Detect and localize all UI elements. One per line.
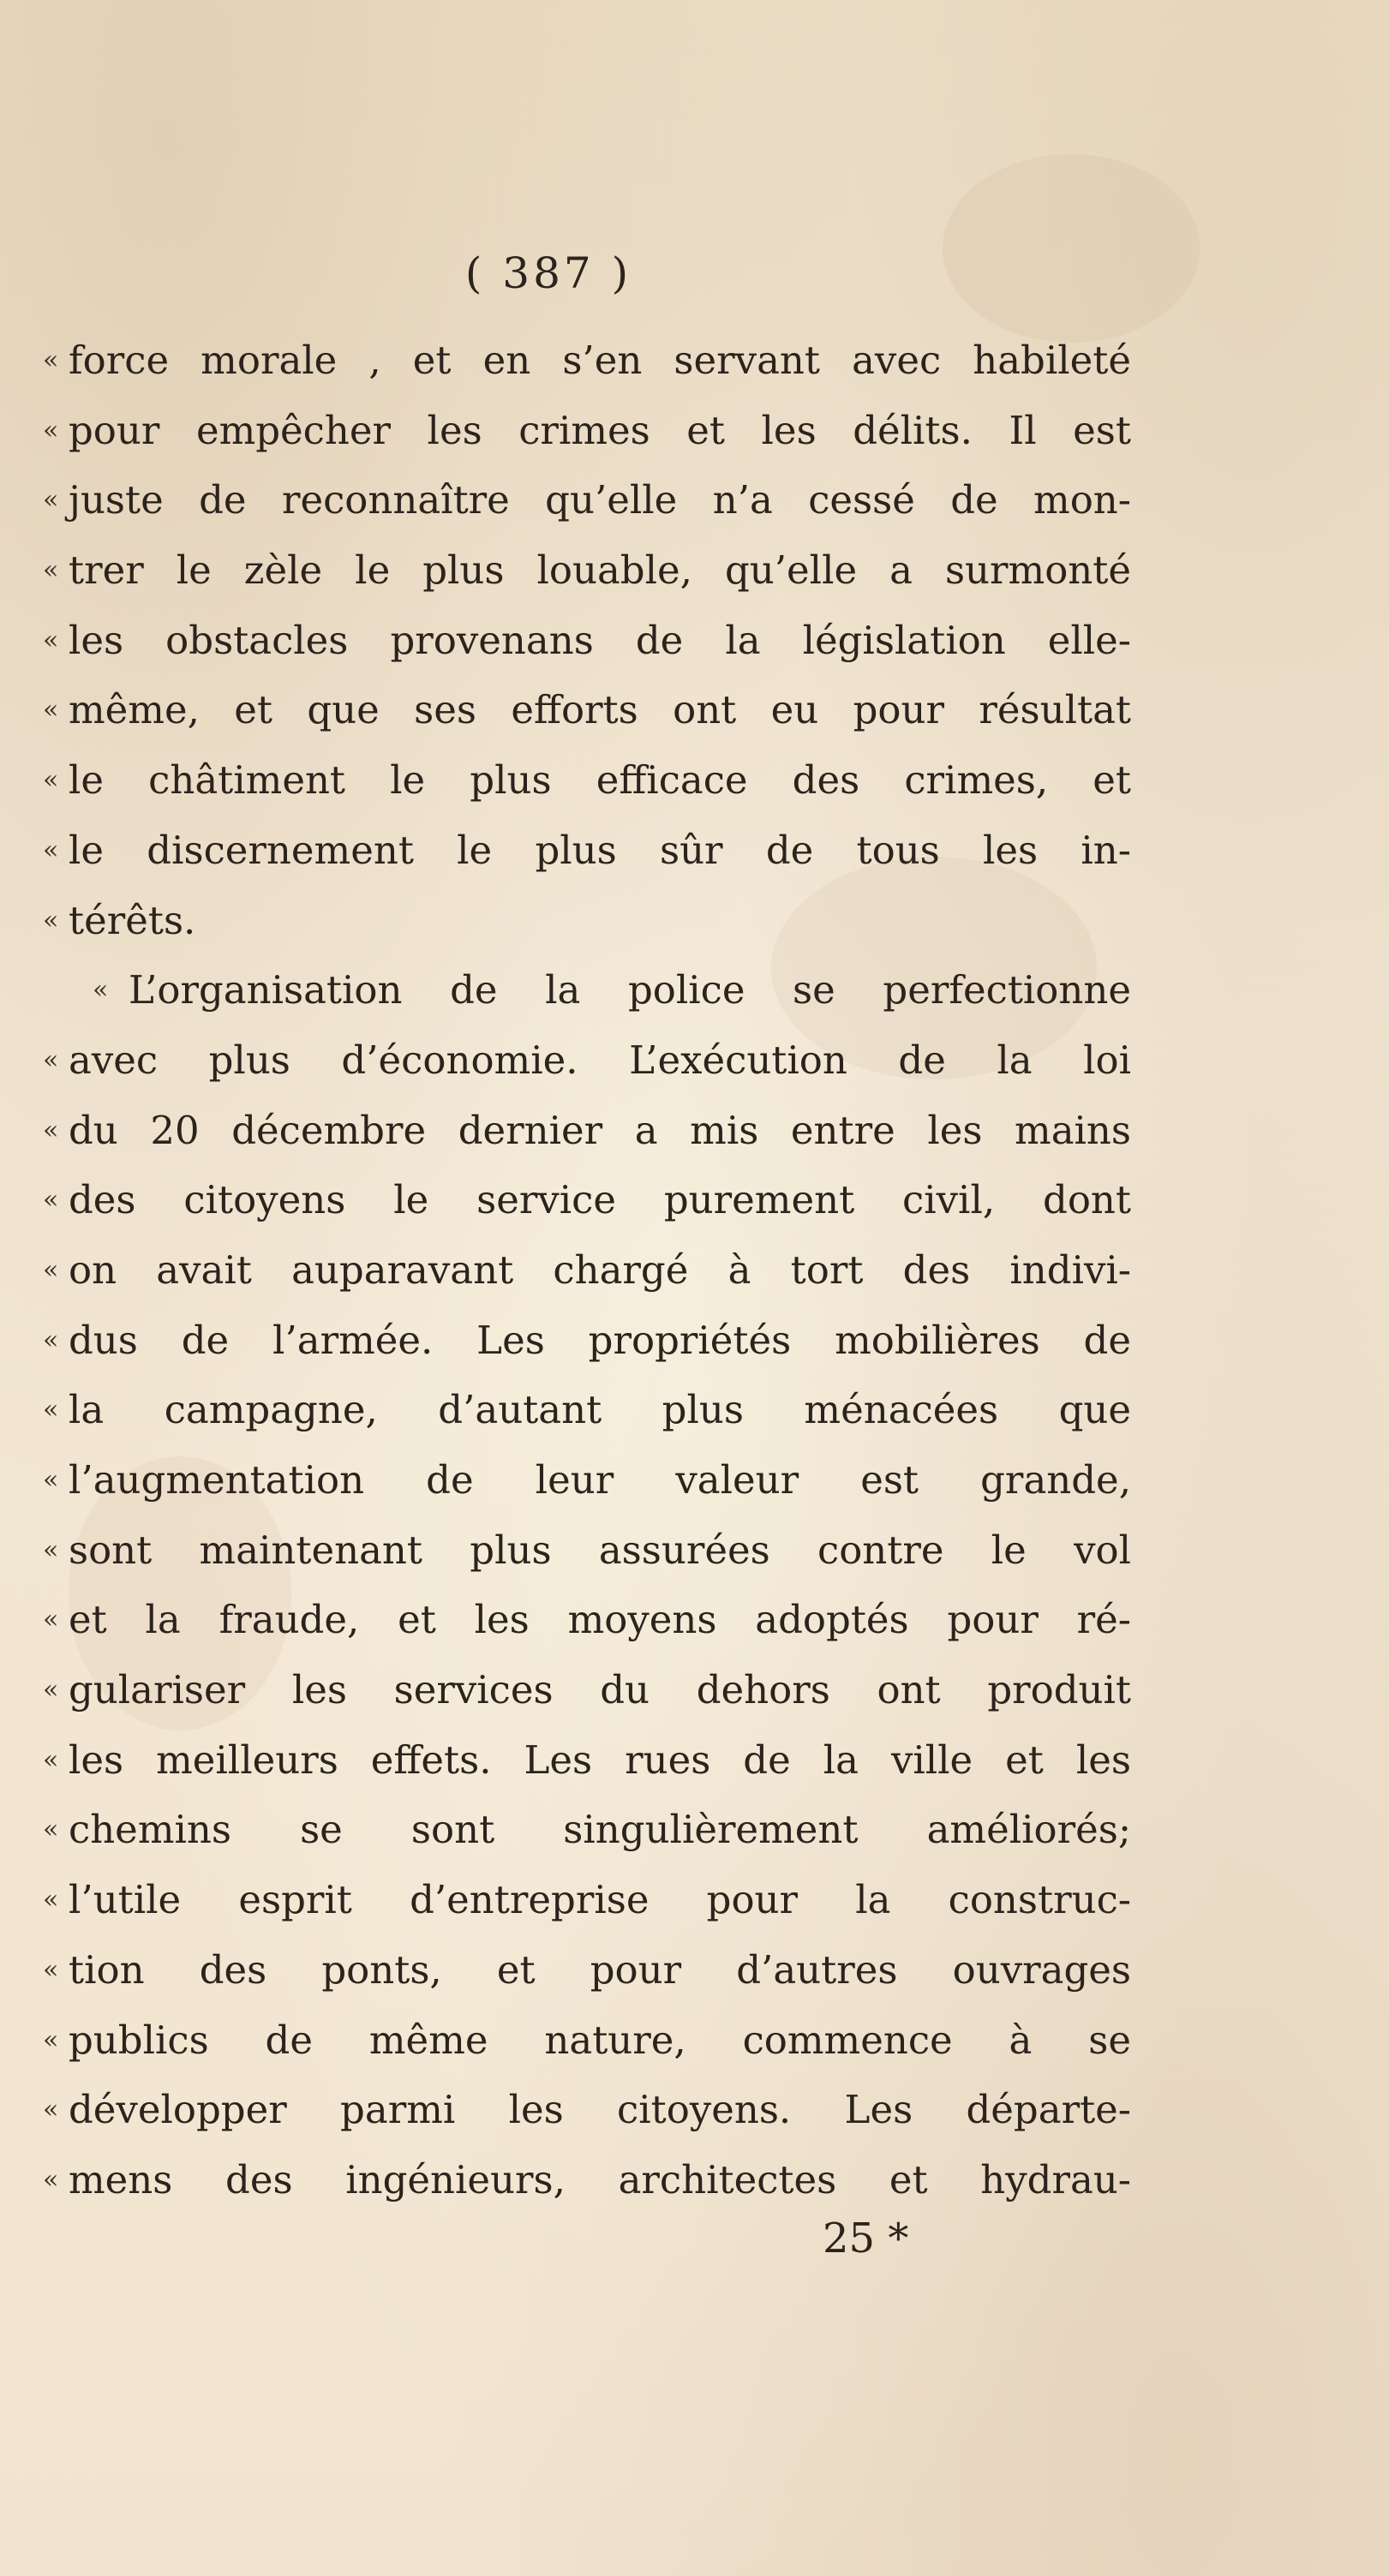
line-text: le châtiment le plus efficace des crimes, et <box>69 757 1131 804</box>
line-text: juste de reconnaître qu’elle n’a cessé de mon- <box>69 477 1131 523</box>
quote-mark: « <box>43 1465 59 1495</box>
text-line <box>43 1306 1131 1376</box>
line-text: L’organisation de la police se perfectionne <box>129 967 1131 1013</box>
line-text: force morale , et en s’en servant avec habileté <box>69 338 1131 383</box>
quote-mark: « <box>93 975 109 1006</box>
text-line <box>43 1795 1131 1865</box>
quote-mark: « <box>43 2024 59 2055</box>
text-line <box>43 2075 1131 2145</box>
text-line <box>43 2005 1131 2076</box>
quote-mark: « <box>43 2095 59 2125</box>
text-line <box>43 326 1131 396</box>
line-text: publics de même nature, commence à se <box>69 2017 1131 2063</box>
quote-mark: « <box>43 555 59 586</box>
text-line <box>43 535 1131 606</box>
quote-mark: « <box>43 485 59 516</box>
quote-mark: « <box>43 625 59 655</box>
quote-mark: « <box>43 345 59 375</box>
line-text: mens des ingénieurs, architectes et hydrau- <box>69 2156 1131 2202</box>
line-text: même, et que ses efforts ont eu pour résultat <box>69 687 1131 733</box>
line-text: des citoyens le service purement civil, dont <box>69 1177 1131 1223</box>
text-line <box>43 745 1131 816</box>
text-line <box>43 1935 1131 2005</box>
text-line <box>43 1235 1131 1306</box>
text-line <box>43 1096 1131 1166</box>
quote-mark: « <box>43 415 59 445</box>
line-text: dus de l’armée. Les propriétés mobilières de <box>69 1317 1131 1363</box>
line-text: pour empêcher les crimes et les délits. Il est <box>69 407 1131 453</box>
line-text: et la fraude, et les moyens adoptés pour ré- <box>69 1597 1131 1643</box>
line-text: térêts. <box>69 897 196 943</box>
quote-mark: « <box>43 1254 59 1285</box>
text-line <box>43 816 1131 886</box>
line-text: trer le zèle le plus louable, qu’elle a surmonté <box>69 547 1131 594</box>
text-line <box>43 1445 1131 1515</box>
quote-mark: « <box>43 2164 59 2195</box>
quote-mark: « <box>43 1534 59 1565</box>
text-line <box>43 886 1105 956</box>
text-line <box>43 1515 1131 1586</box>
line-text: tion des ponts, et pour d’autres ouvrages <box>69 1946 1131 1993</box>
quote-mark: « <box>43 1324 59 1355</box>
line-text: du 20 décembre dernier a mis entre les mains <box>69 1107 1131 1153</box>
text-line <box>43 955 1131 1025</box>
text-line <box>43 1375 1131 1445</box>
line-text: gulariser les services du dehors ont produit <box>69 1667 1131 1713</box>
text-line <box>43 1725 1131 1796</box>
line-text: le discernement le plus sûr de tous les in- <box>69 827 1131 873</box>
quote-mark: « <box>43 834 59 865</box>
signature-mark: 25 * <box>823 2214 909 2262</box>
quote-mark: « <box>43 1675 59 1706</box>
quote-mark: « <box>43 1395 59 1425</box>
page-number: ( 387 ) <box>464 248 632 298</box>
text-line <box>43 2145 1131 2215</box>
line-text: les obstacles provenans de la législation elle- <box>69 617 1131 663</box>
quote-mark: « <box>43 1814 59 1845</box>
quote-mark: « <box>43 1954 59 1985</box>
quote-mark: « <box>43 1744 59 1775</box>
line-text: l’utile esprit d’entreprise pour la construc- <box>69 1877 1131 1923</box>
text-line <box>43 396 1131 466</box>
quote-mark: « <box>43 905 59 935</box>
text-line <box>43 1865 1131 1935</box>
quote-mark: « <box>43 1115 59 1145</box>
text-line <box>43 1165 1131 1235</box>
text-line <box>43 675 1131 745</box>
line-text: avec plus d’économie. L’exécution de la loi <box>69 1037 1131 1083</box>
quote-mark: « <box>43 1605 59 1635</box>
text-line <box>43 606 1131 676</box>
quote-mark: « <box>43 1185 59 1216</box>
body-text <box>43 326 1131 2215</box>
line-text: chemins se sont singulièrement améliorés; <box>69 1807 1131 1853</box>
line-text: les meilleurs effets. Les rues de la ville et les <box>69 1736 1131 1783</box>
quote-mark: « <box>43 1044 59 1075</box>
line-text: sont maintenant plus assurées contre le vol <box>69 1527 1131 1573</box>
line-text: développer parmi les citoyens. Les départe- <box>69 2087 1131 2133</box>
quote-mark: « <box>43 695 59 726</box>
text-line <box>43 1655 1131 1725</box>
quote-mark: « <box>43 1885 59 1916</box>
quote-mark: « <box>43 765 59 796</box>
line-text: la campagne, d’autant plus ménacées que <box>69 1387 1131 1433</box>
text-line <box>43 1585 1131 1655</box>
text-line <box>43 1025 1131 1096</box>
line-text: on avait auparavant chargé à tort des indivi- <box>69 1246 1131 1293</box>
line-text: l’augmentation de leur valeur est grande, <box>69 1457 1131 1503</box>
text-line <box>43 465 1131 535</box>
